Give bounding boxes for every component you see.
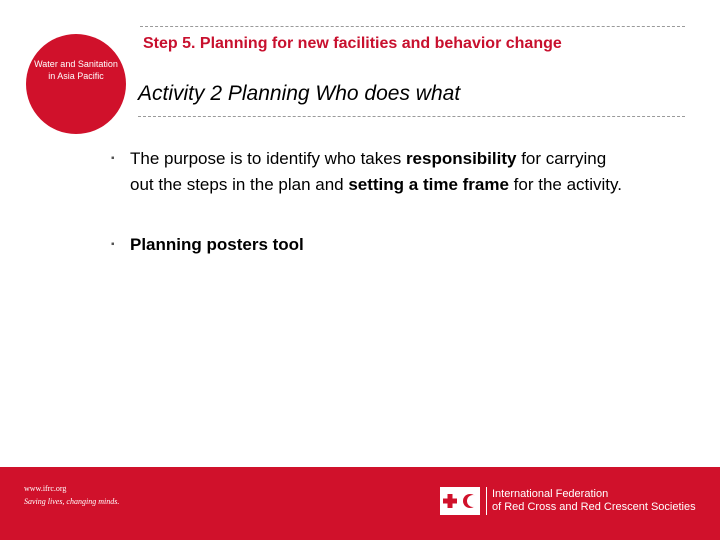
activity-title: Activity 2 Planning Who does what: [138, 82, 461, 105]
logo-divider: [486, 487, 487, 515]
step-title: Step 5. Planning for new facilities and behavior change: [143, 35, 562, 52]
badge-text: Water and Sanitation in Asia Pacific: [34, 59, 118, 81]
bullet-text: for carrying out the steps in the plan and: [130, 149, 607, 194]
org-name-line2: of Red Cross and Red Crescent Societies: [492, 501, 696, 513]
bullet-list: [110, 146, 630, 258]
bullet-square-icon: ▪: [111, 153, 115, 164]
footer-slogan: Saving lives, changing minds.: [24, 497, 120, 506]
footer-url: www.ifrc.org: [24, 484, 67, 493]
footer-bar: [0, 467, 720, 540]
activity-divider: [138, 116, 685, 117]
bullet-item-posters: [110, 232, 630, 258]
bullet-text: The purpose is to identify who takes: [130, 149, 406, 168]
red-crescent-icon: [462, 493, 478, 509]
header-divider: [140, 26, 685, 27]
bullet-item-purpose: [110, 146, 630, 198]
topic-badge: [26, 34, 126, 134]
ifrc-logo: [440, 487, 696, 515]
bullet-text: for the activity.: [508, 175, 622, 194]
org-name-line1: International Federation: [492, 488, 609, 500]
bullet-bold-text: responsibility: [405, 149, 517, 168]
bullet-square-icon: ▪: [111, 239, 115, 250]
bullet-bold-text: Planning posters tool: [130, 235, 304, 254]
bullet-bold-text: setting a time frame: [348, 175, 509, 194]
emblems: [440, 487, 480, 515]
org-name: [492, 488, 696, 514]
red-cross-icon: [442, 493, 458, 509]
